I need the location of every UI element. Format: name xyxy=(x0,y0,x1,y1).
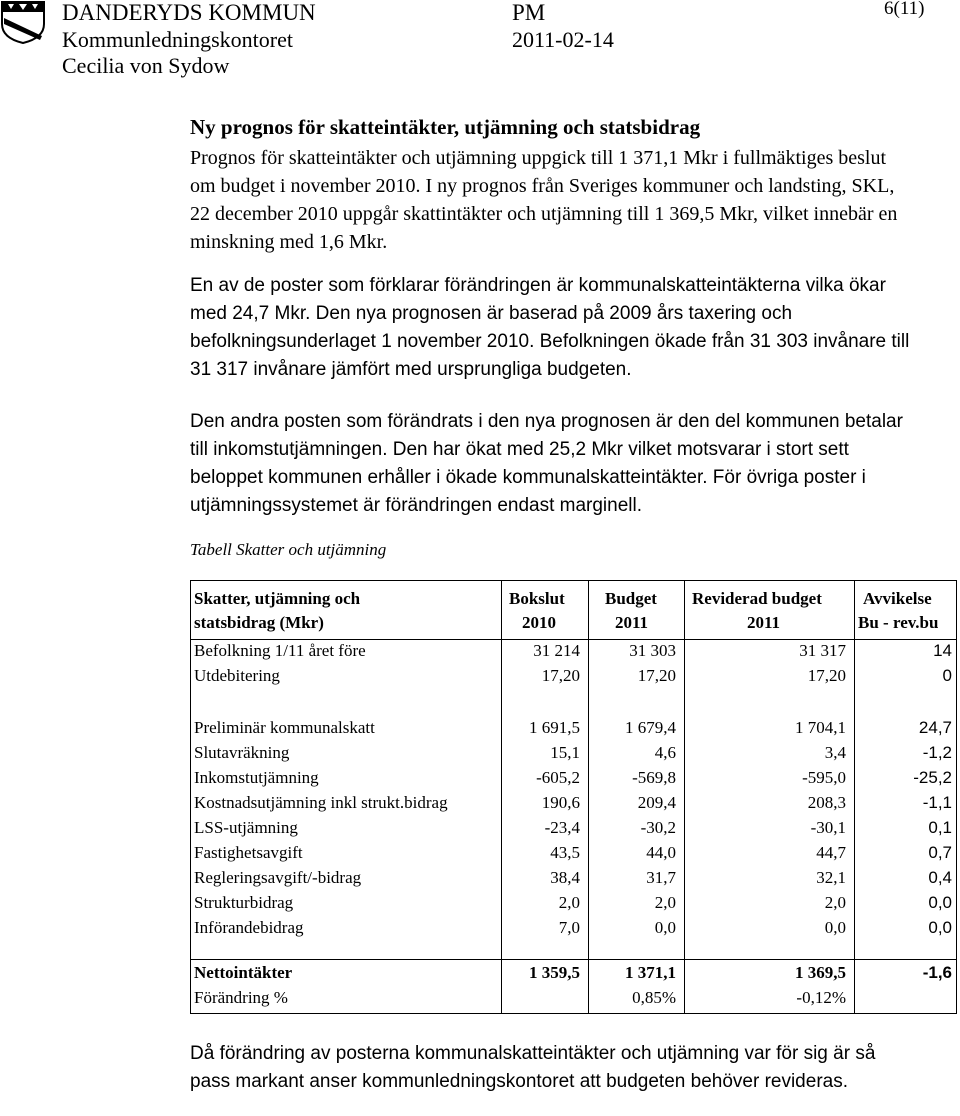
cell-v2: 44,0 xyxy=(646,843,676,862)
cell-v3: 0,0 xyxy=(824,918,846,937)
cell-v3: -30,1 xyxy=(810,818,846,837)
header-avvikelse-sub: Bu - rev.bu xyxy=(858,613,939,632)
cell-v3: -0,12% xyxy=(796,988,846,1007)
header-reviderad: Reviderad budget xyxy=(692,589,822,608)
table-row xyxy=(191,641,956,665)
cell-label: Utdebitering xyxy=(194,666,280,685)
paragraph-3: Den andra posten som förändrats i den nya prognosen är den del kommunen betalar till inkomstutjämningen. Den har ökat med 25,2 Mkr vilket motsvarar i stort sett beloppet kommunen erhåller i ökade kommunalskatteintäkter. För övriga poster i utjämningssystemet är förändringen endast marginell. xyxy=(190,411,903,516)
cell-label: Fastighetsavgift xyxy=(194,843,303,862)
org-name: DANDERYDS KOMMUN xyxy=(62,0,316,25)
header-reviderad-year: 2011 xyxy=(747,613,781,632)
cell-v3: 44,7 xyxy=(816,843,846,862)
table-row xyxy=(191,893,956,917)
department: Kommunledningskontoret xyxy=(62,27,293,52)
cell-label: LSS-utjämning xyxy=(194,818,298,837)
cell-v1: 1 359,5 xyxy=(529,963,580,982)
cell-v3: 2,0 xyxy=(824,893,846,912)
cell-v1: -605,2 xyxy=(536,768,580,787)
table-row xyxy=(191,793,956,817)
cell-label: Regleringsavgift/-bidrag xyxy=(194,868,362,887)
cell-v4: -1,2 xyxy=(922,743,952,762)
cell-v3: 32,1 xyxy=(816,868,846,887)
cell-label: Inkomstutjämning xyxy=(194,768,319,787)
cell-label: Nettointäkter xyxy=(194,963,293,982)
cell-v2: 2,0 xyxy=(654,893,676,912)
author: Cecilia von Sydow xyxy=(62,53,230,78)
header-rule xyxy=(191,639,956,640)
table-row xyxy=(191,818,956,842)
cell-v1: 15,1 xyxy=(550,743,580,762)
cell-v1: 43,5 xyxy=(550,843,580,862)
cell-v1: 2,0 xyxy=(558,893,580,912)
cell-v3: 1 369,5 xyxy=(795,963,846,982)
cell-v1: 190,6 xyxy=(541,793,580,812)
paragraph-1: Prognos för skatteintäkter och utjämning uppgick till 1 371,1 Mkr i fullmäktiges beslut om budget i november 2010. I ny prognos från Sveriges kommuner och landsting, SKL, 22 december 2010 uppgår skattintäkter och utjämning till 1 369,5 Mkr, vilket innebär en minskning med 1,6 Mkr. xyxy=(190,147,898,253)
table-row xyxy=(191,988,956,1012)
cell-label: Strukturbidrag xyxy=(194,893,294,912)
cell-v4: 14 xyxy=(933,641,952,660)
cell-v3: 31 317 xyxy=(799,641,846,660)
cell-v4: -25,2 xyxy=(913,768,952,787)
cell-v2: -569,8 xyxy=(632,768,676,787)
cell-v3: 208,3 xyxy=(807,793,846,812)
header-bokslut: Bokslut xyxy=(509,589,565,608)
cell-v4: 0,0 xyxy=(928,918,952,937)
cell-v2: 31 303 xyxy=(629,641,676,660)
cell-v2: 0,85% xyxy=(632,988,676,1007)
cell-v4: 0,4 xyxy=(928,868,952,887)
table-row xyxy=(191,963,956,987)
cell-v1: 38,4 xyxy=(550,868,580,887)
paragraph-4: Då förändring av posterna kommunalskatteintäkter och utjämning var för sig är så pass markant anser kommunledningskontoret att budgeten behöver revideras. xyxy=(190,1043,876,1092)
cell-v4: 0 xyxy=(942,666,952,685)
doc-type: PM xyxy=(512,0,546,25)
paragraph-2: En av de poster som förklarar förändringen är kommunalskatteintäkterna vilka ökar med 24,7 Mkr. Den nya prognosen är baserad på 2009 års taxering och befolkningsunderlaget 1 november 2010. Befolkningen ökade från 31 303 invånare till 31 317 invånare jämfört med ursprungliga budgeten. xyxy=(190,275,910,380)
cell-v1: 17,20 xyxy=(541,666,580,685)
tax-equalization-table xyxy=(190,580,957,1014)
document-date: 2011-02-14 xyxy=(512,27,614,52)
cell-v2: 1 679,4 xyxy=(625,718,676,737)
table-row xyxy=(191,843,956,867)
header-bokslut-year: 2010 xyxy=(522,613,556,632)
municipality-crest-logo xyxy=(0,0,46,44)
cell-label: Befolkning 1/11 året före xyxy=(194,641,366,660)
cell-v2: 4,6 xyxy=(654,743,676,762)
cell-v4: 0,0 xyxy=(928,893,952,912)
cell-v3: 3,4 xyxy=(824,743,846,762)
cell-v1: 7,0 xyxy=(558,918,580,937)
total-rule xyxy=(191,959,956,960)
cell-v1: 31 214 xyxy=(533,641,580,660)
cell-v2: 17,20 xyxy=(637,666,676,685)
header-budget-year: 2011 xyxy=(615,613,649,632)
cell-v2: 209,4 xyxy=(637,793,676,812)
cell-v3: 17,20 xyxy=(807,666,846,685)
table-row xyxy=(191,718,956,742)
cell-v1: -23,4 xyxy=(544,818,580,837)
table-caption: Tabell Skatter och utjämning xyxy=(190,540,387,559)
cell-v3: -595,0 xyxy=(802,768,846,787)
header-label-line2: statsbidrag (Mkr) xyxy=(194,613,324,632)
cell-v2: 31,7 xyxy=(646,868,676,887)
cell-label: Preliminär kommunalskatt xyxy=(194,718,375,737)
cell-v4: 24,7 xyxy=(918,718,952,737)
table-header-row xyxy=(191,589,956,639)
cell-label: Förändring % xyxy=(194,988,288,1007)
header-budget: Budget xyxy=(605,589,657,608)
cell-label: Slutavräkning xyxy=(194,743,290,762)
cell-v4: 0,7 xyxy=(928,843,952,862)
section-title: Ny prognos för skatteintäkter, utjämning och statsbidrag xyxy=(190,115,701,139)
header-avvikelse: Avvikelse xyxy=(863,589,932,608)
cell-v2: -30,2 xyxy=(640,818,676,837)
cell-v2: 0,0 xyxy=(654,918,676,937)
table-row xyxy=(191,666,956,690)
cell-v4: -1,1 xyxy=(922,793,952,812)
cell-v3: 1 704,1 xyxy=(795,718,846,737)
cell-v4: -1,6 xyxy=(922,963,952,982)
header-label-line1: Skatter, utjämning och xyxy=(194,589,361,608)
cell-v1: 1 691,5 xyxy=(529,718,580,737)
page-number: 6(11) xyxy=(884,0,925,19)
table-row xyxy=(191,918,956,942)
cell-v2: 1 371,1 xyxy=(625,963,676,982)
table-row xyxy=(191,768,956,792)
cell-label: Kostnadsutjämning inkl strukt.bidrag xyxy=(194,793,448,812)
table-row xyxy=(191,868,956,892)
cell-v4: 0,1 xyxy=(928,818,952,837)
cell-label: Införandebidrag xyxy=(194,918,304,937)
table-row xyxy=(191,743,956,767)
